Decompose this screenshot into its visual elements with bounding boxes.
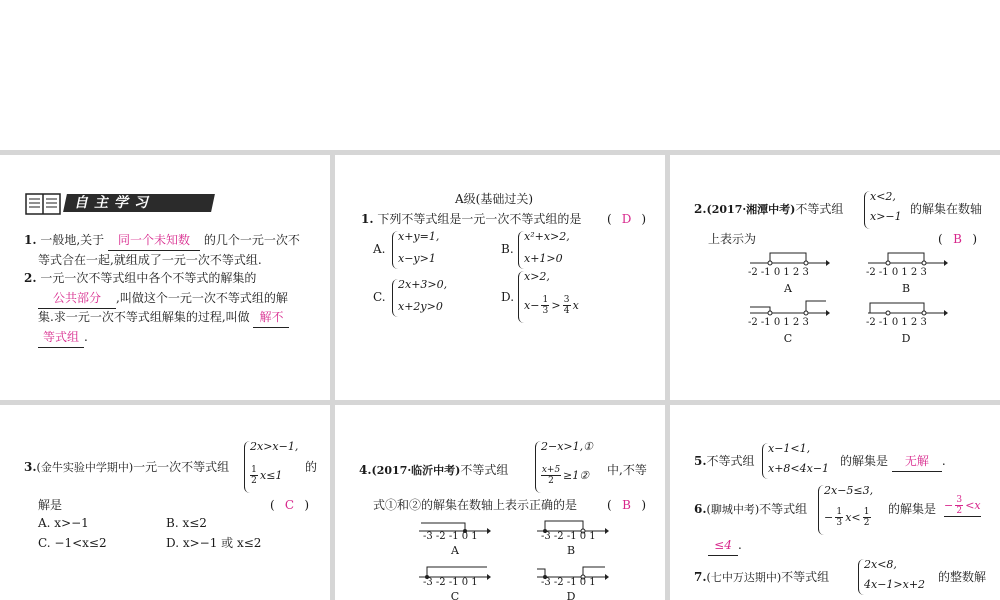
- slide-panel-questions-5-7[interactable]: [670, 405, 1000, 600]
- answer-blank: 等式组: [38, 327, 84, 348]
- option-b-label: B: [901, 282, 911, 295]
- book-icon: [25, 192, 61, 216]
- slide-panel-self-study[interactable]: [0, 155, 330, 400]
- option-a-label: A: [784, 282, 792, 295]
- answer-blank: 解不: [253, 307, 289, 328]
- option-b: B. x≤2: [166, 516, 207, 530]
- system-line2: 1 2 x≤1: [251, 465, 283, 486]
- question-1: [361, 209, 581, 229]
- system-line1: 2x−5≤3,: [824, 484, 874, 497]
- answer-parens: ( B ): [607, 495, 646, 515]
- option-b-label: B: [566, 544, 576, 557]
- question-text: ,叫做这个一元一次不等式组的解: [116, 291, 288, 305]
- question-text: 上表示为: [708, 232, 757, 246]
- option-c: C. −1<x≤2: [38, 536, 107, 550]
- slide-panel-question-2[interactable]: [670, 155, 1000, 400]
- question-1: [24, 230, 300, 251]
- option-a-label: A: [451, 544, 459, 557]
- option-d-label: D.: [501, 290, 515, 304]
- question-text: 不等式组: [795, 202, 844, 216]
- section-header: [25, 192, 203, 216]
- tick-labels: -2 -1 0 1 2 3: [866, 267, 927, 278]
- option-c-label: C: [450, 590, 460, 600]
- answer-choice: C: [284, 498, 295, 512]
- question-text: 的解集在数轴: [910, 202, 983, 216]
- tick-labels: -2 -1 0 1 2 3: [866, 317, 927, 328]
- question-2: [694, 199, 843, 220]
- question-text: 的: [305, 460, 318, 474]
- question-text: 不等式组: [706, 454, 755, 468]
- system-line2: x+8<4x−1: [768, 462, 830, 475]
- option-d-line1: x>2,: [524, 270, 550, 283]
- option-a-line2: x−y>1: [398, 252, 436, 265]
- question-source: (2017·湘潭中考): [706, 203, 796, 216]
- level-title: A级(基础过关): [455, 192, 534, 206]
- system-line2: x>−1: [870, 210, 902, 223]
- question-source: (金牛实验中学期中): [36, 461, 134, 474]
- question-text: 的几个一元一次不: [203, 233, 300, 247]
- option-d-label: D: [901, 332, 911, 345]
- option-b-line1: x²+x>2,: [524, 230, 570, 243]
- answer-choice: D: [621, 212, 632, 226]
- question-2-line4: 等式组 .: [38, 327, 88, 348]
- question-2-line2: [38, 288, 288, 309]
- tick-labels: -3 -2 -1 0 1: [423, 577, 478, 588]
- question-text: 中,不等: [607, 463, 647, 477]
- question-6: [694, 499, 807, 520]
- answer-blank: 无解: [892, 451, 942, 472]
- system-line1: x−1<1,: [768, 442, 811, 455]
- option-d: D. x>−1 或 x≤2: [166, 536, 262, 550]
- slide-panel-question-3[interactable]: [0, 405, 330, 600]
- question-number: 5.: [694, 454, 707, 468]
- option-b-line2: x+1>0: [524, 252, 563, 265]
- option-d-label: D: [566, 590, 576, 600]
- system-line1: 2x<8,: [864, 558, 897, 571]
- question-number: 6.: [694, 502, 707, 516]
- option-a: A. x>−1: [38, 516, 89, 530]
- system-line2: x+5 2 ≥1②: [541, 465, 590, 486]
- answer-blank: 同一个未知数: [108, 230, 200, 251]
- answer-blank: 公共部分: [38, 288, 116, 309]
- option-c-line1: 2x+3>0,: [398, 278, 448, 291]
- answer-blank: − 3 2 <x: [944, 495, 981, 516]
- section-title: 自主学习: [63, 194, 215, 212]
- answer-parens: ( D ): [607, 209, 646, 229]
- question-source: (2017·临沂中考): [371, 464, 461, 477]
- system-line1: x<2,: [870, 190, 896, 203]
- answer-parens: ( B ): [938, 229, 977, 249]
- question-number: 3.: [24, 460, 37, 474]
- question-text: 下列不等式组是一元一次不等式组的是: [377, 212, 582, 226]
- answer-blank: ≤4: [708, 535, 738, 556]
- question-text: 的整数解: [938, 570, 987, 584]
- tick-labels: -3 -2 -1 0 1: [541, 577, 596, 588]
- question-text: 一元一次不等式组: [133, 460, 230, 474]
- question-2-line3: [38, 307, 289, 328]
- system-line2: 4x−1>x+2: [864, 578, 926, 591]
- question-source: (聊城中考): [706, 503, 760, 516]
- question-5-tail: 的解集是 无解 .: [840, 451, 946, 472]
- question-text: 式①和②的解集在数轴上表示正确的是: [373, 498, 578, 512]
- question-number: 4.: [359, 463, 372, 477]
- option-c-label: C: [783, 332, 793, 345]
- system-line1: 2x>x−1,: [250, 440, 299, 453]
- top-blank-area: [0, 0, 1000, 150]
- slide-panel-level-a[interactable]: [335, 155, 665, 400]
- answer-choice: B: [953, 232, 962, 246]
- question-number: 2.: [694, 202, 707, 216]
- tick-labels: -2 -1 0 1 2 3: [748, 317, 809, 328]
- question-6-line2: ≤4 .: [708, 535, 742, 556]
- question-number: 1.: [24, 233, 37, 247]
- system-line2: − 1 3 x< 1 2: [824, 507, 870, 528]
- question-7: [694, 567, 829, 588]
- question-number: 7.: [694, 570, 707, 584]
- option-a-label: A.: [373, 242, 386, 256]
- question-source: (七中万达期中): [706, 571, 782, 584]
- question-3: [24, 457, 229, 478]
- question-text: 等式合在一起,就组成了一元一次不等式组.: [38, 253, 262, 267]
- tick-labels: -3 -2 -1 0 1: [423, 531, 478, 542]
- question-text: 的解集是: [888, 502, 937, 516]
- option-c-label: C.: [373, 290, 386, 304]
- answer-choice: B: [622, 498, 631, 512]
- question-text: 一元一次不等式组中各个不等式的解集的: [40, 271, 257, 285]
- question-4: [359, 460, 508, 481]
- question-text: 集.求一元一次不等式组解集的过程,叫做: [38, 310, 250, 324]
- question-number: 1.: [361, 212, 374, 226]
- question-text: 解是: [38, 498, 63, 512]
- question-text: 一般地,关于: [40, 233, 105, 247]
- question-2: [24, 268, 256, 288]
- question-number: 2.: [24, 271, 37, 285]
- slide-panel-question-4[interactable]: [335, 405, 665, 600]
- option-d-line2: x− 1 3 > 3 4 x: [524, 295, 579, 316]
- question-text: 不等式组: [781, 570, 830, 584]
- question-text: 不等式组: [759, 502, 808, 516]
- question-text: 不等式组: [460, 463, 509, 477]
- tick-labels: -3 -2 -1 0 1: [541, 531, 596, 542]
- option-b-label: B.: [501, 242, 514, 256]
- system-line1: 2−x>1,①: [541, 440, 593, 453]
- option-c-line2: x+2y>0: [398, 300, 443, 313]
- answer-parens: ( C ): [270, 495, 309, 515]
- option-a-line1: x+y=1,: [398, 230, 440, 243]
- tick-labels: -2 -1 0 1 2 3: [748, 267, 809, 278]
- question-5: [694, 451, 755, 471]
